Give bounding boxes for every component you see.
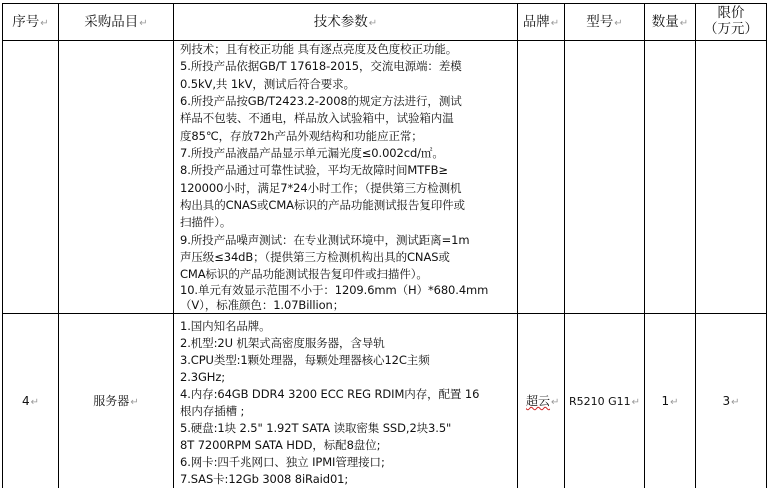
spec-line: 4.内存:64GB DDR4 3200 ECC REG RDIM内存，配置 16 [180,387,480,401]
spec-line: 5.硬盘:1块 2.5" 1.92T SATA 读取密集 SSD,2块3.5" [180,421,452,435]
header-col-limit [696,5,766,37]
spec-line: 6.网卡:四千兆网口、独立 IPMI管理接口; [180,455,385,469]
header-col-model: 型号↵ [586,14,623,30]
row2-no: 4↵ [21,394,40,408]
row2-brand: 超云↵ [526,394,560,408]
spec-line: 9.所投产品噪声测试：在专业测试环境中，测试距离=1m [180,233,470,247]
spec-line: 6.所投产品按GB/T2423.2-2008的规定方法进行，测试 [180,94,462,108]
header-limit-line1: 限价 [717,5,745,21]
col-line [2,3,3,488]
spec-line: 2.3GHz; [180,370,226,384]
spec-line: 样品不包装、不通电，样品放入试验箱中，试验箱内温 [180,111,454,125]
spec-line: 7.所投产品液晶产品显示单元漏光度≤0.002cd/㎡。 [180,146,444,160]
spec-line: CMA标识的产品功能测试报告复印件或扫描件）。 [180,267,428,281]
spec-line: 5.所投产品依据GB/T 17618-2015，交流电源端：差模 [180,59,462,73]
col-line [564,3,565,488]
header-col-spec: 技术参数↵ [313,14,378,30]
row2-limit: 3↵ [722,394,740,408]
header-col-item: 采购品目↵ [84,14,148,30]
col-line [644,3,645,488]
spec-line: 2.机型:2U 机架式高密度服务器，含导轨 [180,336,385,350]
row2-item: 服务器↵ [93,394,139,408]
col-line [58,3,59,488]
spec-line: 3.CPU类型:1颗处理器，每颗处理器核心12C主频 [180,353,430,367]
spec-line: 根内存插槽 ; [180,404,245,418]
spec-line: 8T 7200RPM SATA HDD，标配8盘位; [180,438,381,452]
spec-line: 列技术；且有校正功能 具有逐点亮度及色度校正功能。 [180,42,458,56]
col-line [695,3,696,488]
col-line [517,3,518,488]
spec-line: 7.SAS卡:12Gb 3008 8iRaid01; [180,472,349,486]
spec-line: 声压级≤34dB；（提供第三方检测机构出具的CNAS或 [180,250,450,264]
header-col-qty: 数量↵ [651,14,689,30]
row2-model: R5210 G11↵ [568,395,641,408]
spec-line: 10.单元有效显示范围不小于：1209.6mm（H）*680.4mm [180,283,489,297]
spec-line: 扫描件）。 [180,215,232,229]
header-limit-line2: （万元） [704,21,758,37]
col-line [766,3,767,488]
row2-qty: 1↵ [661,394,679,408]
header-col-no: 序号↵ [12,14,49,30]
spec-line: （V），标准颜色：1.07Billion； [180,298,345,312]
spec-line: 8.所投产品通过可靠性试验，平均无故障时间MTFB≥ [180,163,448,177]
table-top-border [2,3,767,4]
col-line [173,3,174,488]
spec-line: 构出具的CNAS或CMA标识的产品功能测试报告复印件或 [180,198,465,212]
spec-line: 1.国内知名品牌。 [180,319,271,333]
spec-line: 度85℃，存放72h产品外观结构和功能应正常； [180,129,423,143]
spec-line: 0.5kV,共 1kV，测试后符合要求。 [180,77,355,91]
spec-line: 120000小时，满足7*24小时工作；（提供第三方检测机 [180,181,462,195]
header-col-brand: 品牌↵ [522,14,560,30]
row-divider [2,313,767,314]
